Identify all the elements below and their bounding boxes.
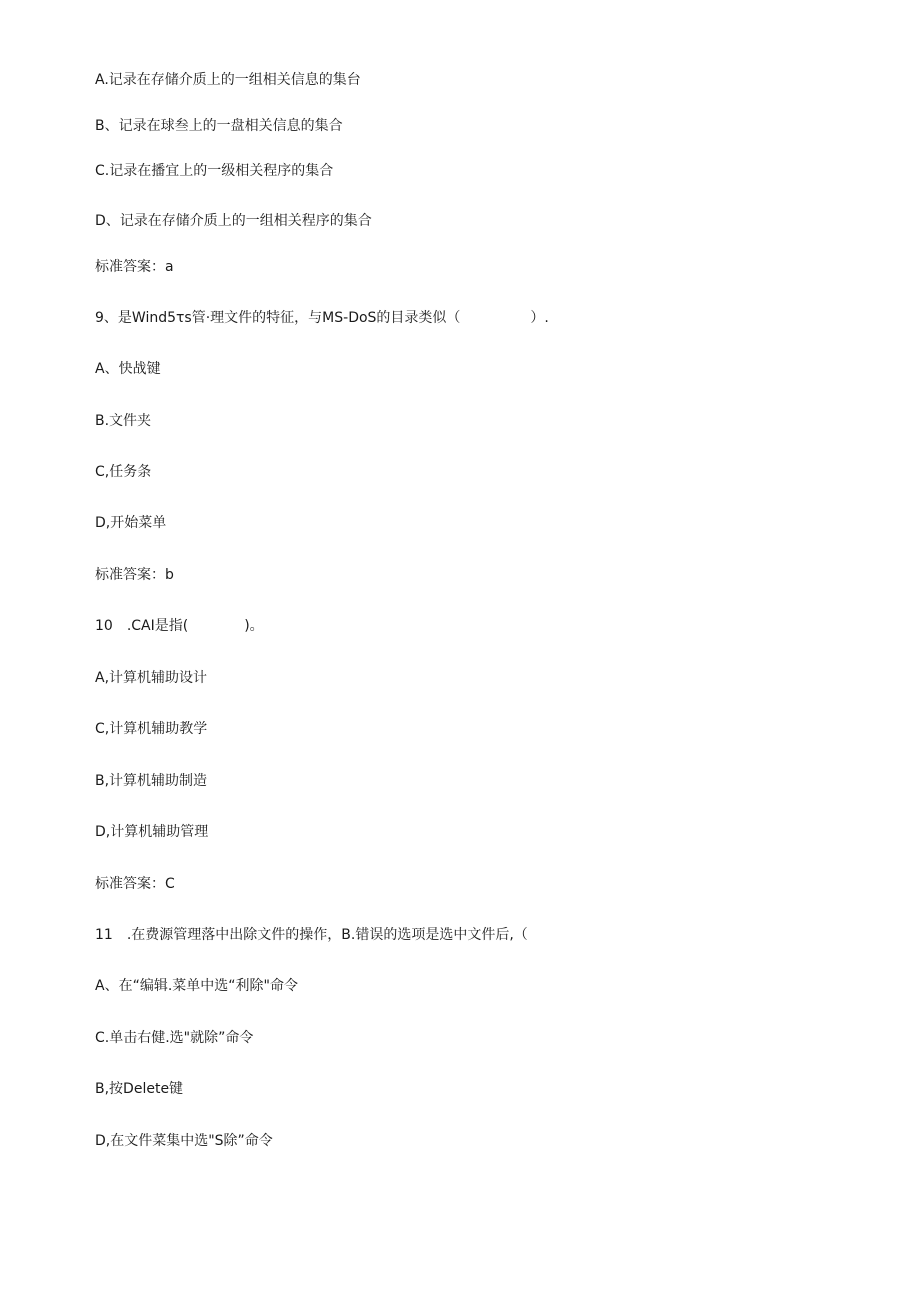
option-b-q8: B、记录在球叁上的一盘相关信息的集合: [95, 118, 343, 134]
option-c-q8: C.记录在播宜上的一级相关程序的集合: [95, 163, 334, 179]
question-9: 9、是Wind5τs管·理文件的特征，与MS-DoS的目录类似（ ）.: [95, 310, 549, 326]
option-c-q10: C,计算机辅助教学: [95, 721, 208, 737]
option-b-q10: B,计算机辅助制造: [95, 773, 208, 789]
option-d-q11: D,在文件菜集中选"S除”命令: [95, 1133, 273, 1149]
option-a-q9: A、快战键: [95, 361, 161, 377]
option-d-q8: D、记录在存储介质上的一组相关程序的集合: [95, 213, 372, 229]
question-10: 10 .CAI是指( )。: [95, 618, 264, 634]
option-d-q9: D,开始菜单: [95, 515, 167, 531]
option-a-q10: A,计算机辅助设计: [95, 670, 208, 686]
option-c-q9: C,任务条: [95, 464, 152, 480]
answer-q8: 标准答案：a: [95, 259, 174, 275]
answer-q9: 标准答案：b: [95, 567, 174, 583]
option-b-q11: B,按Delete键: [95, 1081, 184, 1097]
option-c-q11: C.单击右健.选"就除”命令: [95, 1030, 254, 1046]
option-b-q9: B.文件夹: [95, 413, 152, 429]
option-d-q10: D,计算机辅助管理: [95, 824, 209, 840]
question-11: 11 .在费源管理落中出除文件的操作，B.错误的选项是选中文件后,（: [95, 927, 528, 943]
option-a-q8: A.记录在存储介质上的一组相关信息的集台: [95, 72, 361, 88]
option-a-q11: A、在“编辑.菜单中选“利除"命令: [95, 978, 298, 994]
answer-q10: 标准答案：C: [95, 876, 175, 892]
